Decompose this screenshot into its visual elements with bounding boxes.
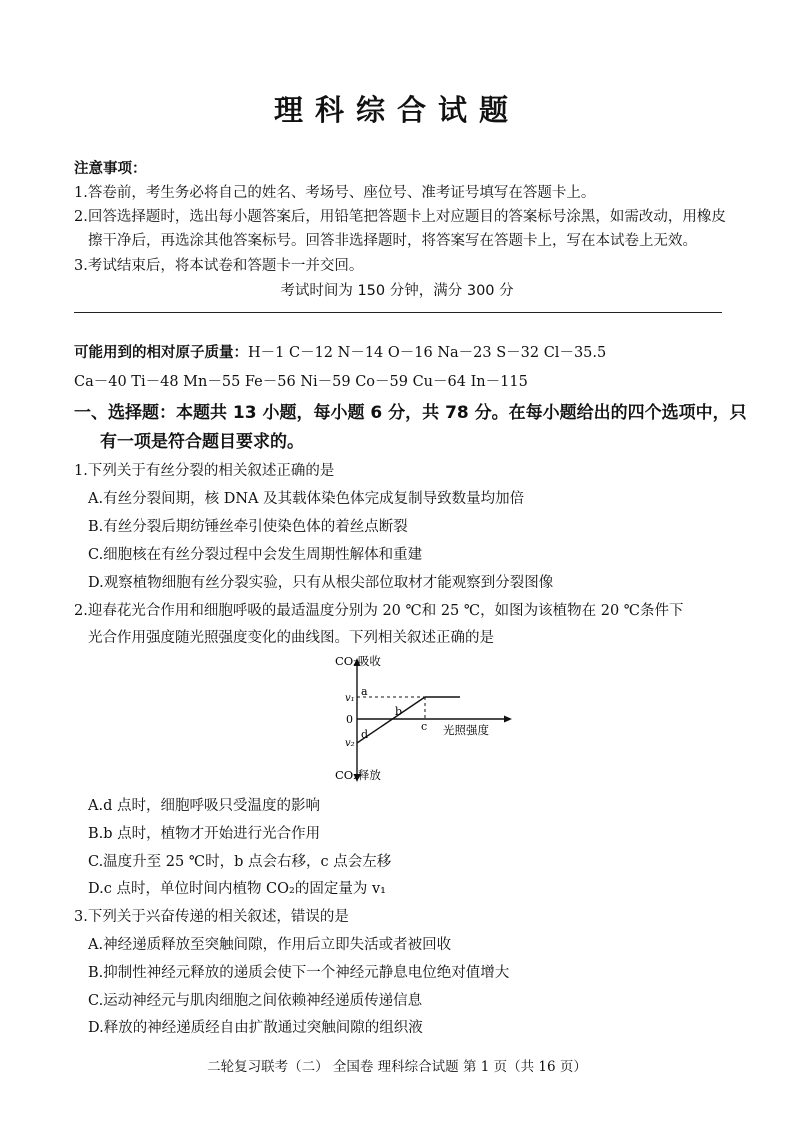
notice-heading: 注意事项： bbox=[74, 161, 147, 177]
x-label: 光照强度 bbox=[443, 723, 489, 737]
notice-item-2: 2.回答选择题时，选出每小题答案后，用铅笔把答题卡上对应题目的答案标号涂黑，如需改动，用橡皮 bbox=[74, 209, 726, 225]
zero-label: 0 bbox=[346, 713, 353, 726]
section-heading-cont: 有一项是符合题目要求的。 bbox=[100, 432, 304, 452]
y-bottom-label: CO₂释放 bbox=[335, 768, 381, 782]
atomic-masses-label: 可能用到的相对原子质量： bbox=[74, 345, 248, 361]
q2-figure bbox=[290, 650, 520, 785]
q3-option-b: B.抑制性神经元释放的递质会使下一个神经元静息电位绝对值增大 bbox=[88, 965, 510, 981]
q1-stem: 1.下列关于有丝分裂的相关叙述正确的是 bbox=[74, 463, 335, 479]
divider bbox=[74, 312, 722, 313]
point-c-label: c bbox=[421, 720, 428, 733]
q1-option-b: B.有丝分裂后期纺锤丝牵引使染色体的着丝点断裂 bbox=[88, 519, 408, 535]
point-d-label: d bbox=[361, 728, 369, 741]
q2-option-a: A.d 点时，细胞呼吸只受温度的影响 bbox=[88, 798, 320, 814]
q2-stem-cont: 光合作用强度随光照强度变化的曲线图。下列相关叙述正确的是 bbox=[88, 630, 494, 646]
atomic-masses-line2: Ca－40 Ti－48 Mn－55 Fe－56 Ni－59 Co－59 Cu－64 In－115 bbox=[74, 374, 528, 390]
notice-item-1: 1.答卷前，考生务必将自己的姓名、考场号、座位号、准考证号填写在答题卡上。 bbox=[74, 185, 596, 201]
q1-option-a: A.有丝分裂间期，核 DNA 及其载体染色体完成复制导致数量均加倍 bbox=[88, 491, 525, 507]
x-axis-arrow bbox=[504, 716, 512, 723]
q1-option-c: C.细胞核在有丝分裂过程中会发生周期性解体和重建 bbox=[88, 547, 423, 563]
q3-option-a: A.神经递质释放至突触间隙，作用后立即失活或者被回收 bbox=[88, 937, 452, 953]
notice-item-3: 3.考试结束后，将本试卷和答题卡一并交回。 bbox=[74, 258, 364, 274]
q3-option-d: D.释放的神经递质经自由扩散通过突触间隙的组织液 bbox=[88, 1020, 423, 1036]
q3-option-c: C.运动神经元与肌肉细胞之间依赖神经递质传递信息 bbox=[88, 993, 423, 1009]
v1-label: v₁ bbox=[345, 693, 355, 704]
atomic-masses-line1 bbox=[74, 341, 606, 362]
atomic-masses-values-1: H－1 C－12 N－14 O－16 Na－23 S－32 Cl－35.5 bbox=[248, 345, 607, 361]
page-title: 理科综合试题 bbox=[273, 93, 520, 127]
v2-label: v₂ bbox=[345, 738, 355, 749]
q2-stem: 2.迎春花光合作用和细胞呼吸的最适温度分别为 20 ℃和 25 ℃，如图为该植物在 20 ℃条件下 bbox=[74, 603, 684, 619]
q2-option-c: C.温度升至 25 ℃时，b 点会右移，c 点会左移 bbox=[88, 854, 392, 870]
exam-info: 考试时间为 150 分钟，满分 300 分 bbox=[280, 283, 514, 299]
point-b-label: b bbox=[395, 705, 403, 718]
point-a-label: a bbox=[361, 685, 368, 698]
q3-stem: 3.下列关于兴奋传递的相关叙述，错误的是 bbox=[74, 909, 349, 925]
q2-option-b: B.b 点时，植物才开始进行光合作用 bbox=[88, 826, 321, 842]
section-heading: 一、选择题：本题共 13 小题，每小题 6 分，共 78 分。在每小题给出的四个选项中，只 bbox=[74, 403, 747, 423]
y-top-label: CO₂吸收 bbox=[335, 654, 381, 668]
notice-item-2-cont: 擦干净后，再选涂其他答案标号。回答非选择题时，将答案写在答题卡上，写在本试卷上无效。 bbox=[88, 233, 697, 249]
q1-option-d: D.观察植物细胞有丝分裂实验，只有从根尖部位取材才能观察到分裂图像 bbox=[88, 575, 554, 591]
page-footer: 二轮复习联考（二） 全国卷 理科综合试题 第 1 页（共 16 页） bbox=[207, 1059, 587, 1075]
q2-option-d: D.c 点时，单位时间内植物 CO₂的固定量为 v₁ bbox=[88, 881, 386, 897]
